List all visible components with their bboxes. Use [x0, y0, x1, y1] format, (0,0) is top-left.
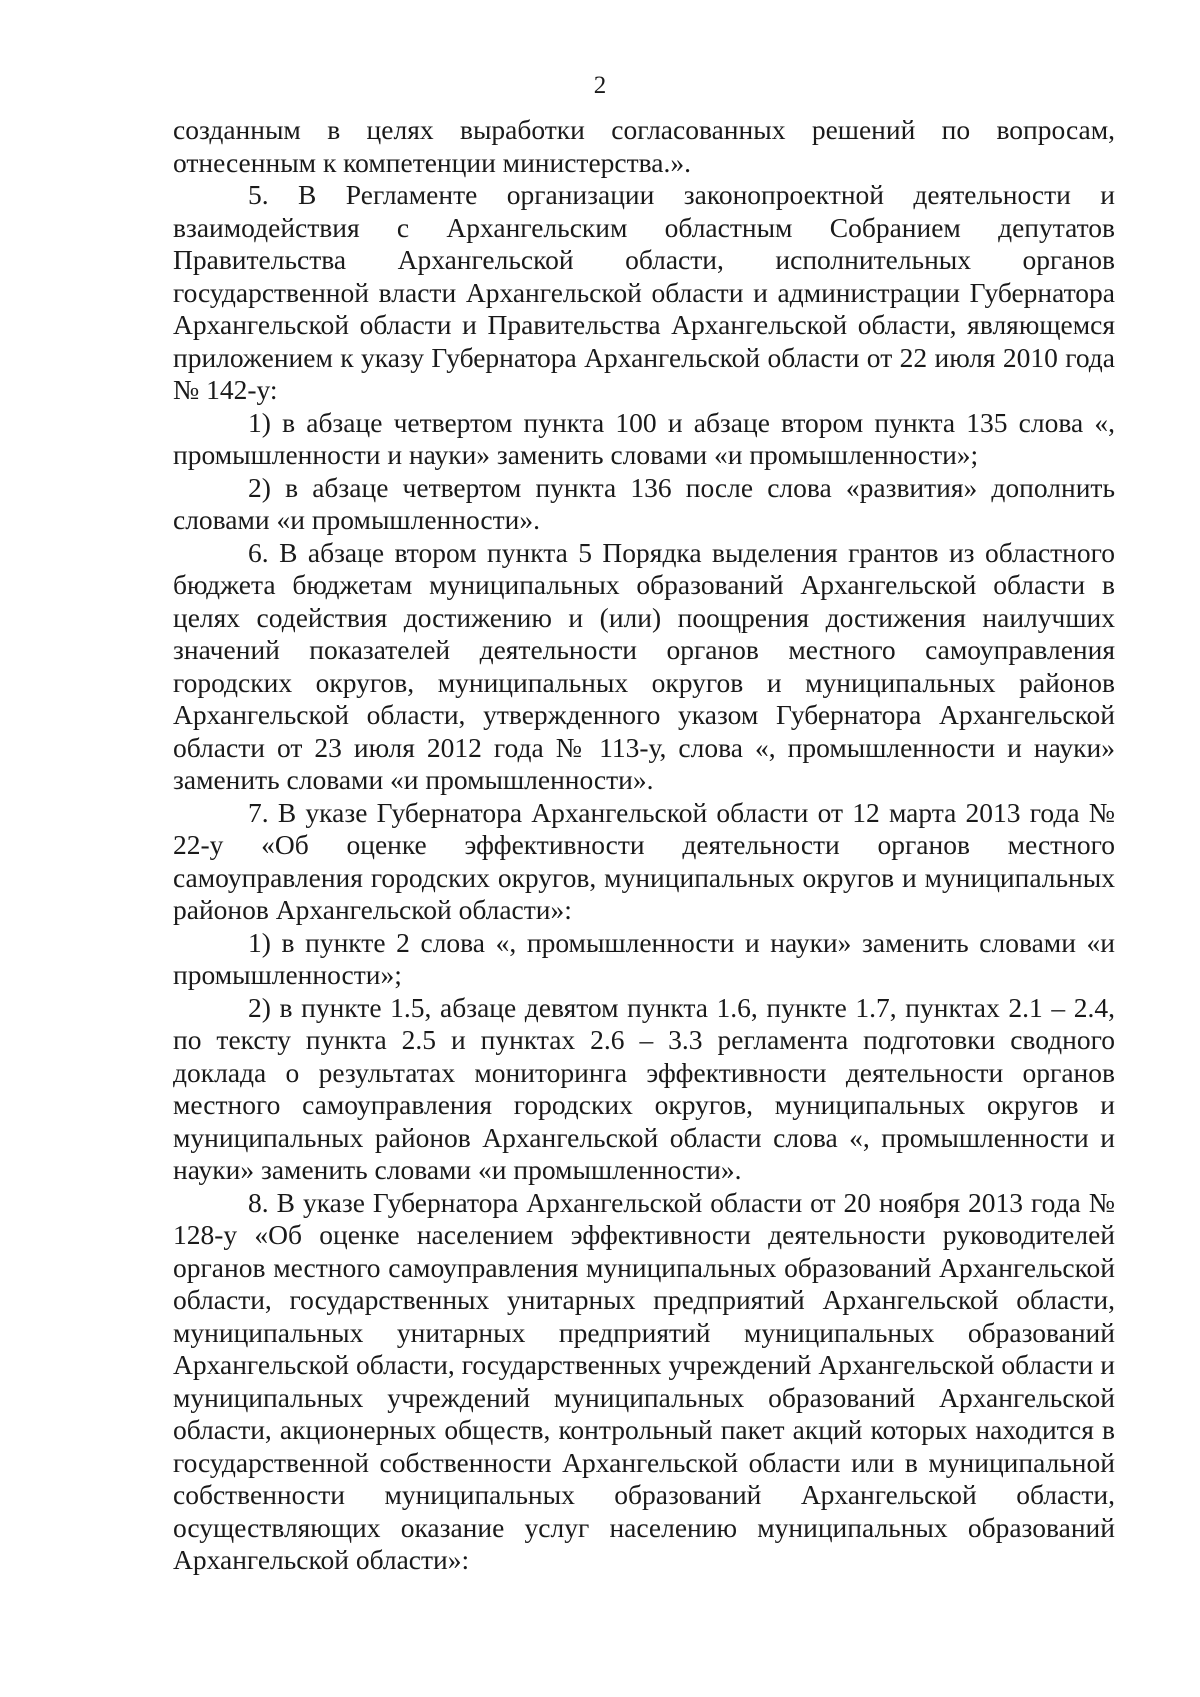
- paragraph-item-5-2: 2) в абзаце четвертом пункта 136 после слова «развития» дополнить словами «и промышленности».: [173, 471, 1115, 535]
- paragraph-item-7: 7. В указе Губернатора Архангельской области от 12 марта 2013 года № 22-у «Об оценке эффективности деятельности органов местного самоуправления городских округов, муниципальных округов и муниципальных районов Архангельской области»:: [173, 796, 1115, 925]
- document-body: [173, 114, 1115, 1577]
- paragraph-item-6: 6. В абзаце втором пункта 5 Порядка выделения грантов из областного бюджета бюджетам муниципальных образований Архангельской области в целях содействия достижению и (или) поощрения достижения наилучших значений показателей деятельности органов местного самоуправления городских округов, муниципальных округов и муниципальных районов Архангельской области, утвержденного указом Губернатора Архангельской области от 23 июля 2012 года № 113-у, слова «, промышленности и науки» заменить словами «и промышленности».: [173, 536, 1115, 795]
- paragraph-item-8: 8. В указе Губернатора Архангельской области от 20 ноября 2013 года № 128-у «Об оценке населением эффективности деятельности руководителей органов местного самоуправления муниципальных образований Архангельской области, государственных унитарных предприятий Архангельской области, муниципальных унитарных предприятий муниципальных образований Архангельской области, государственных учреждений Архангельской области и муниципальных учреждений муниципальных образований Архангельской области, акционерных обществ, контрольный пакет акций которых находится в государственной собственности Архангельской области или в муниципальной собственности муниципальных образований Архангельской области, осуществляющих оказание услуг населению муниципальных образований Архангельской области»:: [173, 1186, 1115, 1575]
- paragraph-item-7-1: 1) в пункте 2 слова «, промышленности и науки» заменить словами «и промышленности»;: [173, 926, 1115, 990]
- paragraph-item-7-2: 2) в пункте 1.5, абзаце девятом пункта 1.6, пункте 1.7, пунктах 2.1 – 2.4, по тексту пункта 2.5 и пунктах 2.6 – 3.3 регламента подготовки сводного доклада о результатах мониторинга эффективности деятельности органов местного самоуправления городских округов, муниципальных округов и муниципальных районов Архангельской области слова «, промышленности и науки» заменить словами «и промышленности».: [173, 991, 1115, 1185]
- paragraph-continuation: созданным в целях выработки согласованных решений по вопросам, отнесенным к компетенции министерства.».: [173, 114, 1115, 178]
- paragraph-item-5: 5. В Регламенте организации законопроектной деятельности и взаимодействия с Архангельским областным Собранием депутатов Правительства Архангельской области, исполнительных органов государственной власти Архангельской области и администрации Губернатора Архангельской области и Правительства Архангельской области, являющемся приложением к указу Губернатора Архангельской области от 22 июля 2010 года № 142-у:: [173, 179, 1115, 405]
- paragraph-item-5-1: 1) в абзаце четвертом пункта 100 и абзаце втором пункта 135 слова «, промышленности и науки» заменить словами «и промышленности»;: [173, 406, 1115, 470]
- page-number: 2: [593, 72, 607, 99]
